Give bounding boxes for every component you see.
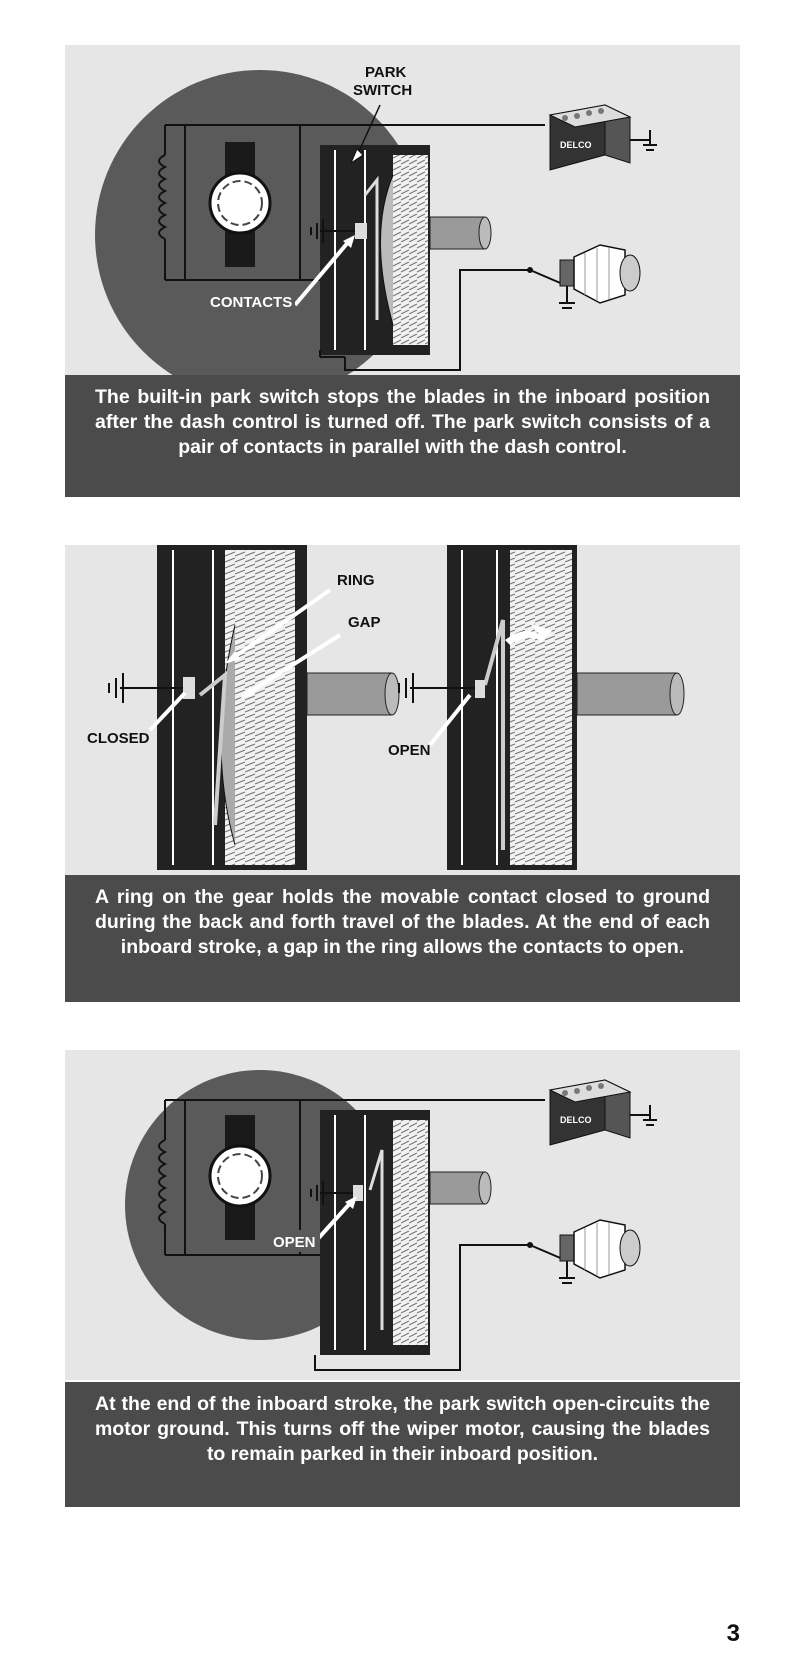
battery-icon (550, 105, 630, 170)
caption-3: At the end of the inboard stroke, the park switch open-circuits the motor ground. This turns off the wiper motor, causing the blades to remain parked in their inboard position. (65, 1382, 740, 1507)
gap-label: GAP (348, 614, 381, 631)
diagram-panel-3 (65, 1050, 740, 1380)
shaft-closed (307, 673, 392, 715)
open-label: OPEN (273, 1234, 316, 1251)
diagram-panel-1 (65, 45, 740, 385)
dash-control-knob-icon (530, 1220, 640, 1283)
gear-shaft (430, 217, 485, 249)
open-label: OPEN (388, 742, 431, 759)
contacts-label: CONTACTS (210, 294, 293, 311)
diagram-panel-2 (65, 545, 740, 875)
closed-label: CLOSED (87, 730, 150, 747)
battery-icon (550, 1080, 630, 1145)
park-switch-diagram (65, 45, 740, 385)
ring-gap-diagram (65, 545, 740, 875)
page-number: 3 (726, 1620, 740, 1647)
gear-shaft (430, 1172, 485, 1204)
caption-2: A ring on the gear holds the movable contact closed to ground during the back and forth travel of the blades. At the end of each inboard stroke, a gap in the ring allows the contacts to open. (65, 875, 740, 1002)
ring-label: RING (337, 572, 375, 589)
park-switch-label-line1: PARK (365, 64, 407, 81)
battery-brand-label: DELCO (560, 1115, 592, 1125)
shaft-open (577, 673, 677, 715)
park-switch-open-diagram (65, 1050, 740, 1380)
dash-control-knob-icon (530, 245, 640, 308)
caption-1: The built-in park switch stops the blades in the inboard position after the dash control is turned off. The park switch consists of a pair of contacts in parallel with the dash control. (65, 375, 740, 497)
battery-brand-label: DELCO (560, 140, 592, 150)
park-switch-label-line2: SWITCH (353, 82, 413, 99)
